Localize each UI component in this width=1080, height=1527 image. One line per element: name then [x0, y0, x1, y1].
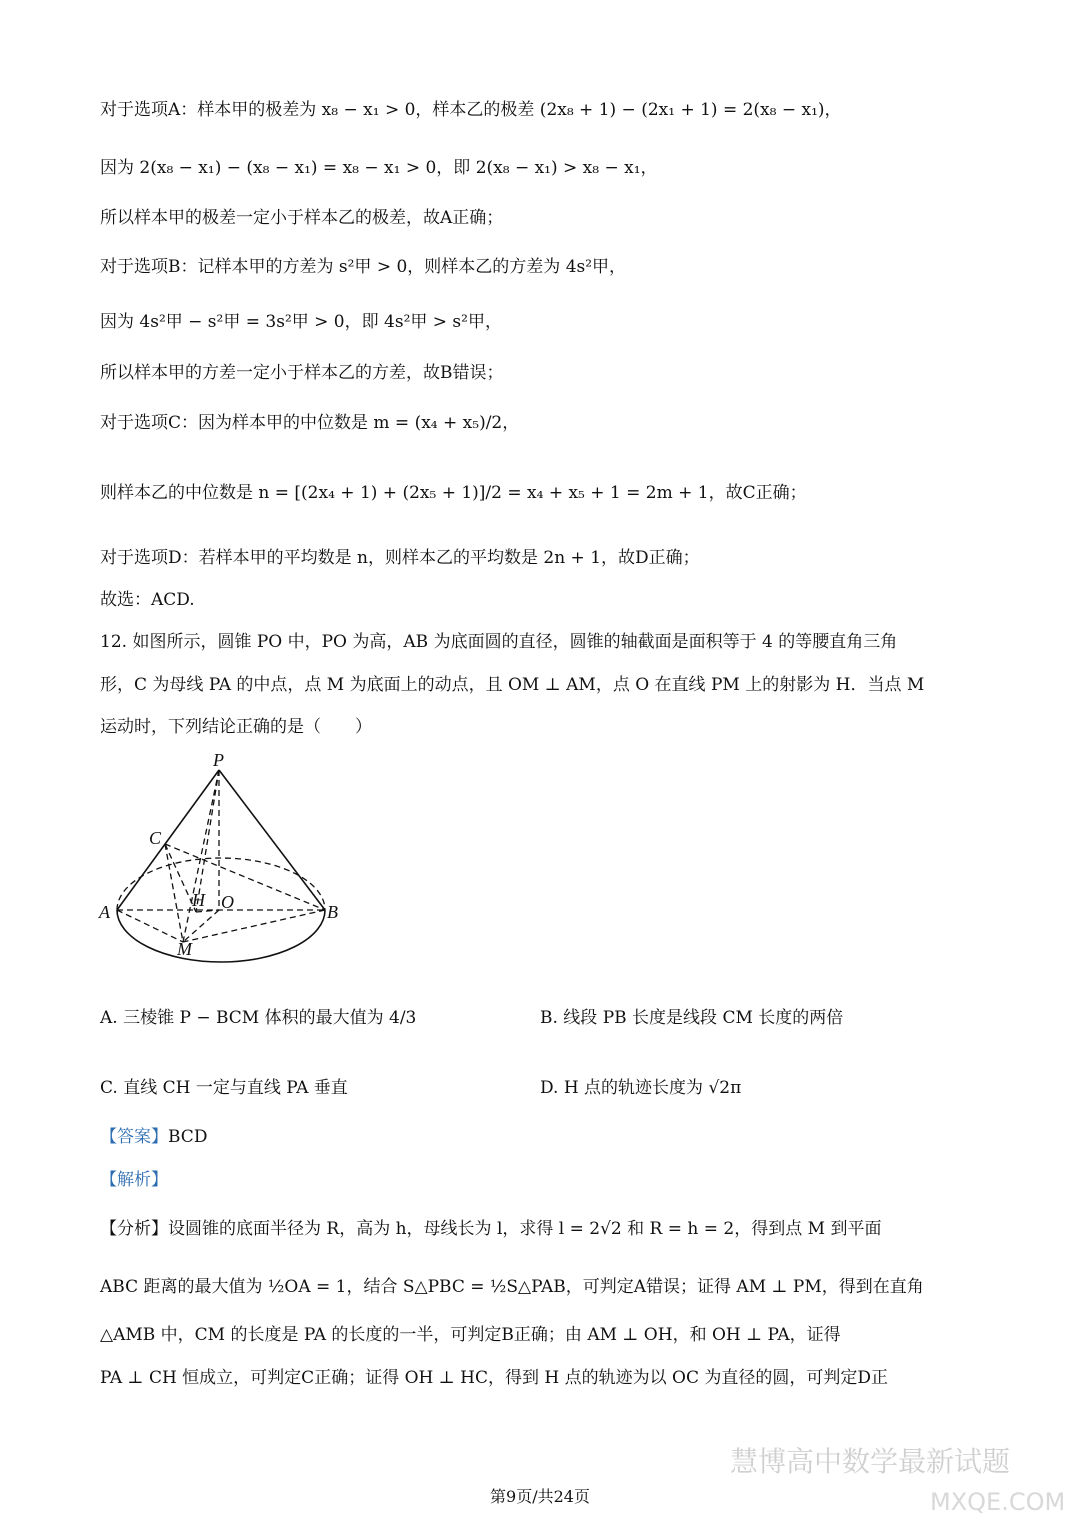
label-C: C	[149, 828, 162, 848]
edge-PB	[219, 770, 325, 910]
segment-BM	[183, 910, 325, 942]
option-C: C. 直线 CH 一定与直线 PA 垂直	[100, 1078, 348, 1098]
text-line: 故选：ACD.	[100, 590, 195, 610]
text-line: 对于选项C：因为样本甲的中位数是 m = (x₄ + x₅)/2，	[100, 413, 520, 433]
fenxi-line: ABC 距离的最大值为 ½OA = 1，结合 S△PBC = ½S△PAB，可判定A错误；证得 AM ⊥ PM，得到在直角	[100, 1277, 924, 1297]
option-A: A. 三棱锥 P − BCM 体积的最大值为 4/3	[100, 1008, 417, 1028]
answer-tag: 【答案】	[100, 1127, 168, 1147]
segment-OM	[183, 910, 219, 942]
text-line: 则样本乙的中位数是 n = [(2x₄ + 1) + (2x₅ + 1)]/2 = x₄ + x₅ + 1 = 2m + 1，故C正确；	[100, 483, 807, 503]
label-O: O	[221, 892, 234, 912]
watermark-site: MXQE.COM	[930, 1488, 1066, 1516]
text-line: 对于选项A：样本甲的极差为 x₈ − x₁ > 0，样本乙的极差 (2x₈ + 1) − (2x₁ + 1) = 2(x₈ − x₁)，	[100, 100, 842, 120]
label-H: H	[192, 890, 205, 910]
text-line: 对于选项D：若样本甲的平均数是 n，则样本乙的平均数是 2n + 1，故D正确；	[100, 548, 700, 568]
option-D: D. H 点的轨迹长度为 √2π	[540, 1078, 742, 1098]
label-A: A	[99, 902, 110, 922]
page-footer: 第9页/共24页	[490, 1487, 590, 1506]
question-12-line: 形，C 为母线 PA 的中点，点 M 为底面上的动点，且 OM ⊥ AM，点 O 在直线 PM 上的射影为 H．当点 M	[100, 675, 925, 695]
answer-line	[100, 1122, 1020, 1152]
fenxi-line: PA ⊥ CH 恒成立，可判定C正确；证得 OH ⊥ HC，得到 H 点的轨迹为以 OC 为直径的圆，可判定D正	[100, 1368, 888, 1388]
label-M: M	[177, 939, 192, 959]
label-B: B	[327, 902, 338, 922]
option-B: B. 线段 PB 长度是线段 CM 长度的两倍	[540, 1008, 844, 1028]
watermark-text: 慧博高中数学最新试题	[730, 1445, 1011, 1478]
cone-figure	[95, 752, 355, 964]
label-P: P	[213, 752, 224, 770]
segment-AM	[117, 910, 183, 942]
text-line: 因为 2(x₈ − x₁) − (x₈ − x₁) = x₈ − x₁ > 0，即 2(x₈ − x₁) > x₈ − x₁，	[100, 158, 658, 178]
fenxi-line: 【分析】设圆锥的底面半径为 R，高为 h，母线长为 l，求得 l = 2√2 和 R = h = 2，得到点 M 到平面	[100, 1219, 882, 1239]
analysis-line	[100, 1165, 1020, 1195]
text-line: 因为 4s²甲 − s²甲 = 3s²甲 > 0，即 4s²甲 > s²甲，	[100, 312, 502, 332]
segment-CM	[165, 844, 183, 942]
text-line: 所以样本甲的极差一定小于样本乙的极差，故A正确；	[100, 208, 504, 228]
cone-diagram	[95, 752, 355, 964]
base-front-arc	[117, 910, 325, 962]
analysis-tag: 【解析】	[100, 1170, 168, 1190]
question-12-line: 12. 如图所示，圆锥 PO 中，PO 为高，AB 为底面圆的直径，圆锥的轴截面是面积等于 4 的等腰直角三角	[100, 632, 898, 652]
answer-value: BCD	[168, 1127, 208, 1147]
question-12-line: 运动时，下列结论正确的是（ ）	[100, 717, 372, 737]
fenxi-line: △AMB 中，CM 的长度是 PA 的长度的一半，可判定B正确；由 AM ⊥ OH，和 OH ⊥ PA，证得	[100, 1325, 841, 1345]
text-line: 所以样本甲的方差一定小于样本乙的方差，故B错误；	[100, 363, 504, 383]
text-line: 对于选项B：记样本甲的方差为 s²甲 > 0，则样本乙的方差为 4s²甲，	[100, 257, 627, 277]
